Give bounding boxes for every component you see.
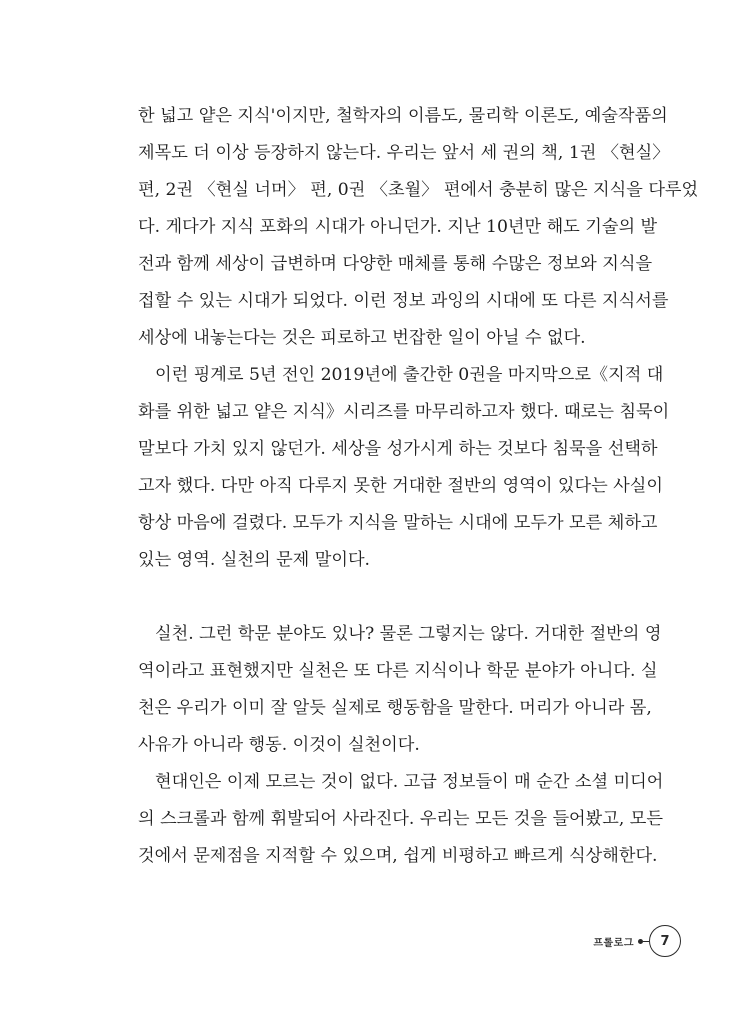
text-line: 전과 함께 세상이 급변하며 다양한 매체를 통해 수많은 정보와 지식을 — [138, 254, 653, 274]
page-number — [649, 925, 681, 957]
text-line: 항상 마음에 걸렸다. 모두가 지식을 말하는 시대에 모두가 모른 체하고 — [138, 513, 658, 533]
text-line: 말보다 가치 있지 않던가. 세상을 성가시게 하는 것보다 침묵을 선택하 — [138, 439, 658, 459]
text-line: 것에서 문제점을 지적할 수 있으며, 쉽게 비평하고 빠르게 식상해한다. — [138, 846, 658, 866]
text-line: 편, 2권 〈현실 너머〉 편, 0권 〈초월〉 편에서 충분히 많은 지식을 다루었 — [138, 180, 699, 200]
text-line: 한 넓고 얕은 지식'이지만, 철학자의 이름도, 물리학 이론도, 예술작품의 — [138, 106, 668, 126]
section-label: 프롤로그 — [593, 937, 634, 949]
page-footer — [593, 922, 681, 960]
text-line: 있는 영역. 실천의 문제 말이다. — [138, 550, 371, 570]
text-line: 의 스크롤과 함께 휘발되어 사라진다. 우리는 모든 것을 들어봤고, 모든 — [138, 809, 663, 829]
text-line: 세상에 내놓는다는 것은 피로하고 번잡한 일이 아닐 수 없다. — [138, 328, 586, 348]
text-line: 천은 우리가 이미 잘 알듯 실제로 행동함을 말한다. 머리가 아니라 몸, — [138, 698, 652, 718]
text-line: 실천. 그런 학문 분야도 있나? 물론 그렇지는 않다. 거대한 절반의 영 — [155, 624, 662, 644]
page-number-text: 7 — [660, 933, 670, 949]
text-line: 사유가 아니라 행동. 이것이 실천이다. — [138, 735, 420, 755]
text-line: 이런 핑계로 5년 전인 2019년에 출간한 0권을 마지막으로《지적 대 — [155, 365, 664, 385]
text-line: 역이라고 표현했지만 실천은 또 다른 지식이나 학문 분야가 아니다. 실 — [138, 661, 658, 681]
text-line: 접할 수 있는 시대가 되었다. 이런 정보 과잉의 시대에 또 다른 지식서를 — [138, 291, 669, 311]
text-line: 화를 위한 넓고 얕은 지식》시리즈를 마무리하고자 했다. 때로는 침묵이 — [138, 402, 670, 422]
text-line: 다. 게다가 지식 포화의 시대가 아니던가. 지난 10년만 해도 기술의 발 — [138, 217, 658, 237]
text-line: 고자 했다. 다만 아직 다루지 못한 거대한 절반의 영역이 있다는 사실이 — [138, 476, 663, 496]
text-line: 현대인은 이제 모르는 것이 없다. 고급 정보들이 매 순간 소셜 미디어 — [155, 772, 664, 792]
text-line: 제목도 더 이상 등장하지 않는다. 우리는 앞서 세 권의 책, 1권 〈현실〉 — [138, 143, 670, 163]
